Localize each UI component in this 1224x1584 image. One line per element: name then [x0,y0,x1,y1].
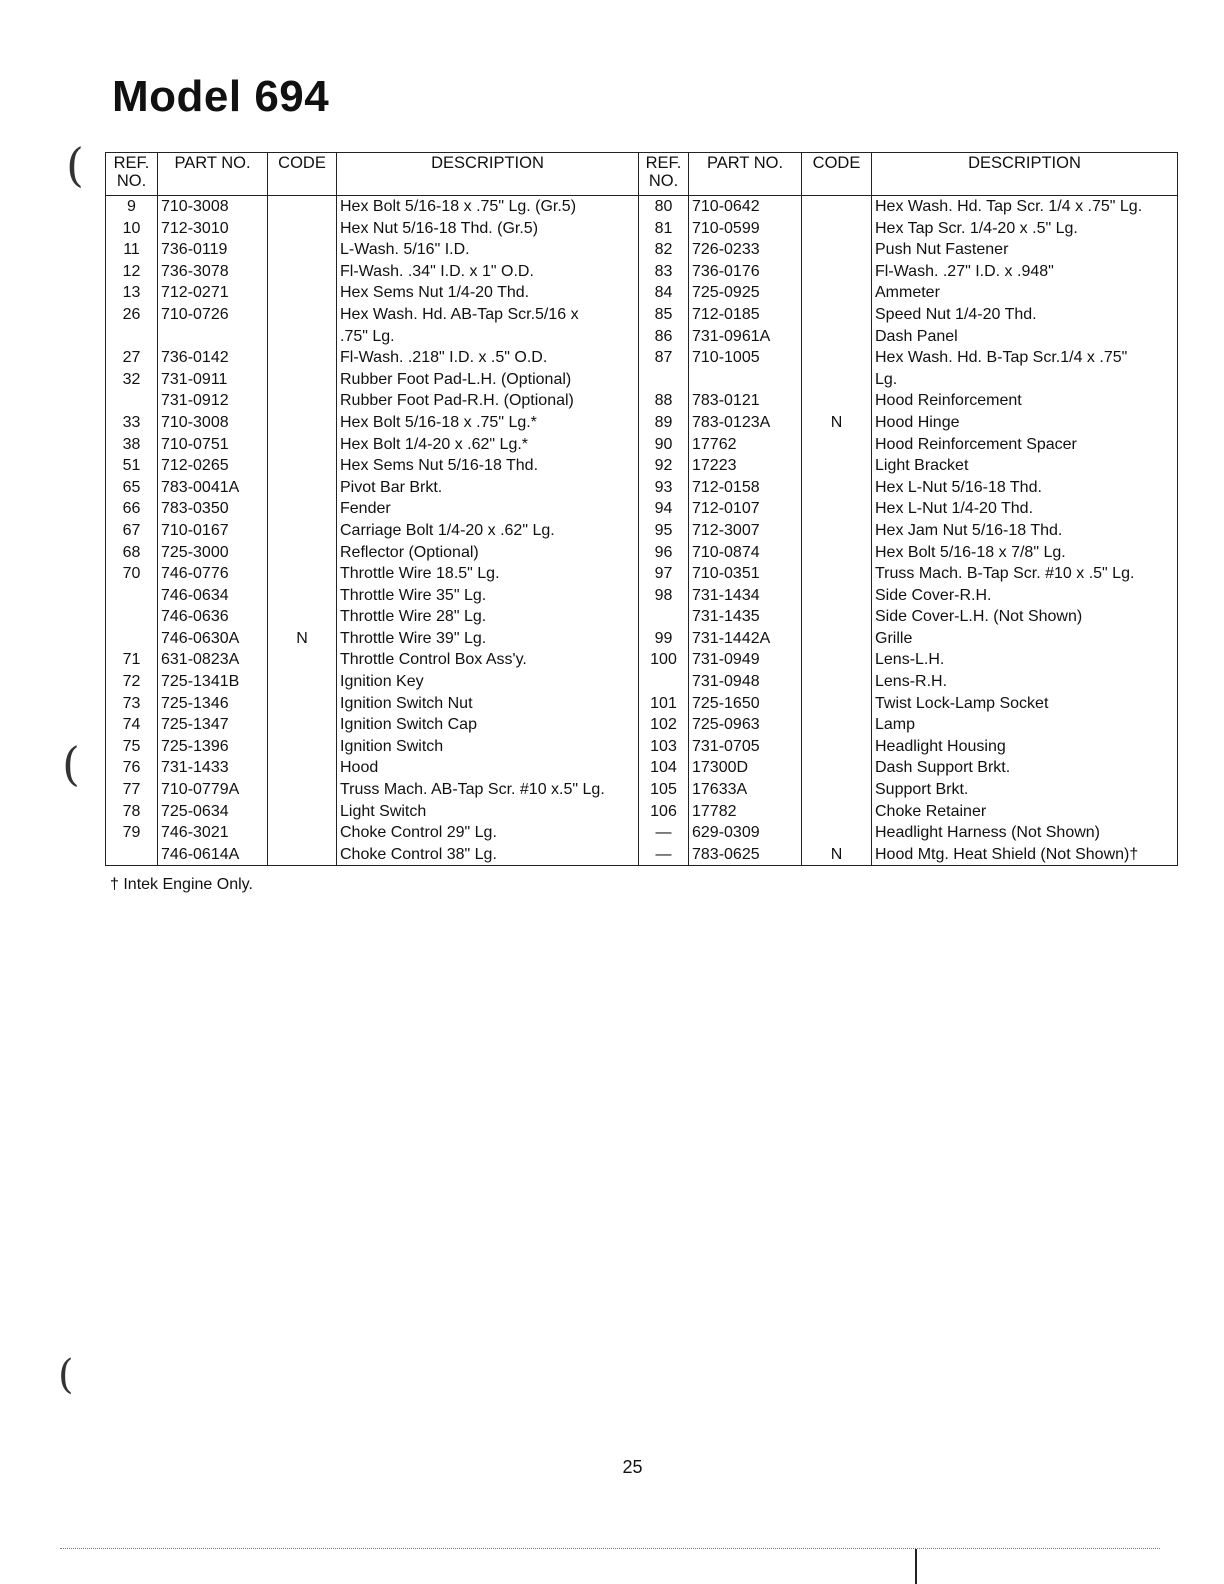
description-cell: Fl-Wash. .34" I.D. x 1" O.D. [337,261,639,283]
ref-no-cell: 65 [106,477,158,499]
part-no-cell: 710-0167 [158,520,268,542]
ref-no-cell: 32 [106,369,158,391]
description-cell: Hex Bolt 5/16-18 x 7/8" Lg. [872,542,1178,564]
part-no-cell: 629-0309 [689,822,802,844]
binding-mark: ( [66,138,84,192]
code-cell [802,218,872,240]
description-header: DESCRIPTION [872,153,1178,196]
description-cell: Rubber Foot Pad-L.H. (Optional) [337,369,639,391]
table-row [106,779,1178,801]
ref-no-cell: 10 [106,218,158,240]
part-no-cell: 631-0823A [158,649,268,671]
description-cell: Twist Lock-Lamp Socket [872,693,1178,715]
ref-no-cell [106,585,158,607]
ref-no-cell: 71 [106,649,158,671]
description-cell: Throttle Wire 18.5" Lg. [337,563,639,585]
footnote: † Intek Engine Only. [110,876,253,893]
code-cell [802,779,872,801]
part-no-cell: 731-1433 [158,757,268,779]
part-no-cell: 725-1396 [158,736,268,758]
part-no-cell: 725-1650 [689,693,802,715]
ref-no-cell: 102 [639,714,689,736]
code-cell [802,714,872,736]
ref-no-cell: 79 [106,822,158,844]
ref-no-cell: 9 [106,196,158,218]
ref-no-cell: 95 [639,520,689,542]
part-no-cell [689,369,802,391]
code-cell [268,369,337,391]
part-no-cell: 725-0963 [689,714,802,736]
description-cell: Throttle Wire 28" Lg. [337,606,639,628]
table-row [106,736,1178,758]
ref-no-cell: 72 [106,671,158,693]
part-no-cell: 725-1347 [158,714,268,736]
table-row [106,693,1178,715]
description-cell: Grille [872,628,1178,650]
code-cell [802,585,872,607]
part-no-cell: 783-0123A [689,412,802,434]
part-no-cell: 736-0176 [689,261,802,283]
ref-no-cell: 104 [639,757,689,779]
code-cell [802,671,872,693]
description-cell: Side Cover-R.H. [872,585,1178,607]
description-cell: Hex Bolt 1/4-20 x .62" Lg.* [337,434,639,456]
part-no-cell: 710-3008 [158,412,268,434]
code-cell [268,801,337,823]
code-cell [268,542,337,564]
ref-no-cell: 70 [106,563,158,585]
code-cell [802,757,872,779]
part-no-cell: 731-0912 [158,390,268,412]
code-cell [802,434,872,456]
ref-no-cell: 66 [106,498,158,520]
table-row [106,477,1178,499]
ref-no-cell: 77 [106,779,158,801]
description-cell: Throttle Wire 35" Lg. [337,585,639,607]
ref-no-cell [106,628,158,650]
ref-no-cell: 106 [639,801,689,823]
part-no-cell: 710-0351 [689,563,802,585]
ref-no-cell: 68 [106,542,158,564]
ref-no-cell [106,606,158,628]
description-cell: Hex L-Nut 1/4-20 Thd. [872,498,1178,520]
code-cell [268,714,337,736]
ref-no-cell [106,326,158,348]
code-cell [268,455,337,477]
ref-no-cell: 76 [106,757,158,779]
description-cell: Hex Sems Nut 5/16-18 Thd. [337,455,639,477]
part-no-cell: 783-0121 [689,390,802,412]
ref-no-cell: 82 [639,239,689,261]
code-cell [802,347,872,369]
code-cell [802,239,872,261]
table-row [106,822,1178,844]
description-cell: Ignition Switch Cap [337,714,639,736]
ref-no-cell: 85 [639,304,689,326]
table-row [106,369,1178,391]
ref-no-cell: 51 [106,455,158,477]
description-cell: Hex L-Nut 5/16-18 Thd. [872,477,1178,499]
code-cell [268,563,337,585]
part-no-cell: 731-1442A [689,628,802,650]
code-cell [802,498,872,520]
ref-no-cell: 92 [639,455,689,477]
table-row [106,239,1178,261]
code-cell [802,455,872,477]
code-cell [802,196,872,218]
ref-no-header: REF. NO. [106,153,158,196]
code-cell [802,628,872,650]
description-cell: Reflector (Optional) [337,542,639,564]
part-no-cell: 783-0625 [689,844,802,866]
description-cell: Throttle Control Box Ass'y. [337,649,639,671]
part-no-cell: 710-0751 [158,434,268,456]
part-no-cell: 710-1005 [689,347,802,369]
ref-no-cell: 84 [639,282,689,304]
description-cell: Choke Control 29" Lg. [337,822,639,844]
description-cell: Side Cover-L.H. (Not Shown) [872,606,1178,628]
description-cell: Hood [337,757,639,779]
ref-no-cell [639,369,689,391]
parts-body [106,196,1178,866]
description-cell: Lens-L.H. [872,649,1178,671]
ref-no-cell: 90 [639,434,689,456]
part-no-cell: 710-0874 [689,542,802,564]
part-no-cell: 731-0911 [158,369,268,391]
code-cell [802,326,872,348]
code-cell [268,779,337,801]
code-cell [268,498,337,520]
description-cell: Lamp [872,714,1178,736]
ref-no-cell: 105 [639,779,689,801]
table-row [106,757,1178,779]
description-cell: Ignition Switch [337,736,639,758]
code-cell: N [802,412,872,434]
description-cell: Light Switch [337,801,639,823]
part-no-cell: 712-0185 [689,304,802,326]
code-cell [268,757,337,779]
part-no-cell: 746-0630A [158,628,268,650]
description-cell: Dash Panel [872,326,1178,348]
table-row [106,282,1178,304]
binding-mark: ( [58,1352,74,1398]
description-cell: Ignition Switch Nut [337,693,639,715]
description-cell: Headlight Harness (Not Shown) [872,822,1178,844]
code-cell [268,520,337,542]
ref-no-cell: 89 [639,412,689,434]
code-cell: N [268,628,337,650]
description-cell: Hex Wash. Hd. AB-Tap Scr.5/16 x [337,304,639,326]
code-cell [268,434,337,456]
code-cell [268,844,337,866]
code-cell: N [802,844,872,866]
description-cell: Choke Control 38" Lg. [337,844,639,866]
description-cell: Hex Wash. Hd. Tap Scr. 1/4 x .75" Lg. [872,196,1178,218]
code-cell [268,261,337,283]
code-cell [802,801,872,823]
ref-no-cell: 67 [106,520,158,542]
part-no-cell: 736-3078 [158,261,268,283]
code-cell [268,477,337,499]
ref-no-cell: 86 [639,326,689,348]
table-row [106,542,1178,564]
page-title: Model 694 [112,72,330,121]
part-no-cell: 17300D [689,757,802,779]
description-cell: Light Bracket [872,455,1178,477]
ref-no-cell: 83 [639,261,689,283]
ref-no-cell: 12 [106,261,158,283]
part-no-cell: 725-1346 [158,693,268,715]
code-cell [268,693,337,715]
table-row [106,520,1178,542]
table-row [106,671,1178,693]
description-cell: Hex Sems Nut 1/4-20 Thd. [337,282,639,304]
part-no-cell: 731-1435 [689,606,802,628]
code-cell [802,369,872,391]
description-cell: Hex Bolt 5/16-18 x .75" Lg.* [337,412,639,434]
table-row [106,390,1178,412]
code-cell [802,520,872,542]
description-cell: Fl-Wash. .218" I.D. x .5" O.D. [337,347,639,369]
description-cell: Truss Mach. AB-Tap Scr. #10 x.5" Lg. [337,779,639,801]
part-no-cell: 783-0041A [158,477,268,499]
description-cell: Hex Jam Nut 5/16-18 Thd. [872,520,1178,542]
part-no-cell: 712-3010 [158,218,268,240]
description-cell: L-Wash. 5/16" I.D. [337,239,639,261]
part-no-cell: 746-0634 [158,585,268,607]
code-cell [802,649,872,671]
ref-no-header: REF. NO. [639,153,689,196]
table-row [106,326,1178,348]
part-no-cell: 736-0119 [158,239,268,261]
part-no-cell: 746-0776 [158,563,268,585]
part-no-cell: 17223 [689,455,802,477]
description-cell: Hood Reinforcement [872,390,1178,412]
ref-no-cell: 87 [639,347,689,369]
table-row [106,844,1178,866]
table-row [106,606,1178,628]
code-cell [268,606,337,628]
part-no-cell: 731-0961A [689,326,802,348]
part-no-cell: 712-0107 [689,498,802,520]
ref-no-cell: 80 [639,196,689,218]
code-cell [268,822,337,844]
code-cell [268,196,337,218]
part-no-cell: 712-0271 [158,282,268,304]
code-cell [802,693,872,715]
part-no-cell: 731-1434 [689,585,802,607]
code-cell [802,542,872,564]
code-cell [268,585,337,607]
description-cell: Hex Tap Scr. 1/4-20 x .5" Lg. [872,218,1178,240]
description-cell: Hood Mtg. Heat Shield (Not Shown)† [872,844,1178,866]
part-no-cell: 736-0142 [158,347,268,369]
ref-no-cell [639,671,689,693]
description-cell: Hex Nut 5/16-18 Thd. (Gr.5) [337,218,639,240]
ref-no-cell [106,390,158,412]
code-cell [268,649,337,671]
table-row [106,585,1178,607]
code-cell [268,390,337,412]
table-row [106,714,1178,736]
bottom-rule [60,1548,1160,1549]
description-cell: Hood Reinforcement Spacer [872,434,1178,456]
description-cell: Ignition Key [337,671,639,693]
code-cell [268,412,337,434]
code-header: CODE [802,153,872,196]
code-cell [268,304,337,326]
description-cell: Fender [337,498,639,520]
code-cell [268,736,337,758]
description-cell: Support Brkt. [872,779,1178,801]
part-no-cell: 746-0614A [158,844,268,866]
parts-table [105,152,1178,866]
description-cell: Throttle Wire 39" Lg. [337,628,639,650]
part-no-cell: 17782 [689,801,802,823]
ref-no-cell: — [639,822,689,844]
ref-no-cell [639,606,689,628]
description-cell: Hex Bolt 5/16-18 x .75" Lg. (Gr.5) [337,196,639,218]
table-row [106,434,1178,456]
ref-no-cell: 88 [639,390,689,412]
ref-no-cell: 26 [106,304,158,326]
part-no-cell: 746-0636 [158,606,268,628]
table-row [106,628,1178,650]
page-number: 25 [622,1457,643,1477]
code-cell [268,347,337,369]
code-cell [802,606,872,628]
part-no-cell: 17762 [689,434,802,456]
part-no-cell: 710-0599 [689,218,802,240]
code-cell [268,326,337,348]
description-cell: Speed Nut 1/4-20 Thd. [872,304,1178,326]
description-cell: Lens-R.H. [872,671,1178,693]
part-no-cell: 725-1341B [158,671,268,693]
ref-no-cell: 13 [106,282,158,304]
part-no-cell: 710-0779A [158,779,268,801]
table-row [106,347,1178,369]
table-header [106,153,1178,196]
ref-no-cell: 73 [106,693,158,715]
ref-no-cell: 98 [639,585,689,607]
description-cell: Rubber Foot Pad-R.H. (Optional) [337,390,639,412]
code-cell [802,261,872,283]
ref-no-cell: 11 [106,239,158,261]
table-row [106,563,1178,585]
part-no-cell: 731-0705 [689,736,802,758]
description-cell: Pivot Bar Brkt. [337,477,639,499]
part-no-cell [158,326,268,348]
code-cell [802,736,872,758]
table-row [106,261,1178,283]
code-cell [802,304,872,326]
part-no-cell: 726-0233 [689,239,802,261]
part-no-cell: 712-3007 [689,520,802,542]
description-cell: Hex Wash. Hd. B-Tap Scr.1/4 x .75" [872,347,1178,369]
table-row [106,412,1178,434]
table-row [106,801,1178,823]
code-cell [802,282,872,304]
ref-no-cell: 78 [106,801,158,823]
ref-no-cell: 27 [106,347,158,369]
part-no-cell: 710-0726 [158,304,268,326]
table-row [106,196,1178,218]
ref-no-cell: 75 [106,736,158,758]
ref-no-cell: 99 [639,628,689,650]
part-no-cell: 725-0634 [158,801,268,823]
part-no-cell: 731-0949 [689,649,802,671]
description-cell: Carriage Bolt 1/4-20 x .62" Lg. [337,520,639,542]
table-row [106,649,1178,671]
ref-no-cell: 38 [106,434,158,456]
description-cell: Fl-Wash. .27" I.D. x .948" [872,261,1178,283]
ref-no-cell: 93 [639,477,689,499]
ref-no-cell: 81 [639,218,689,240]
code-cell [268,218,337,240]
ref-no-cell: 97 [639,563,689,585]
ref-no-cell: 100 [639,649,689,671]
part-no-cell: 17633A [689,779,802,801]
code-cell [268,239,337,261]
part-no-cell: 710-0642 [689,196,802,218]
ref-no-cell: 94 [639,498,689,520]
description-cell: Dash Support Brkt. [872,757,1178,779]
description-header: DESCRIPTION [337,153,639,196]
part-no-cell: 731-0948 [689,671,802,693]
part-no-cell: 725-0925 [689,282,802,304]
part-no-cell: 712-0265 [158,455,268,477]
description-cell: Lg. [872,369,1178,391]
code-cell [802,822,872,844]
part-no-cell: 712-0158 [689,477,802,499]
part-no-cell: 710-3008 [158,196,268,218]
part-no-cell: 746-3021 [158,822,268,844]
code-cell [802,563,872,585]
ref-no-cell: — [639,844,689,866]
part-no-cell: 725-3000 [158,542,268,564]
table-row [106,304,1178,326]
description-cell: Ammeter [872,282,1178,304]
ref-no-cell: 101 [639,693,689,715]
description-cell: Choke Retainer [872,801,1178,823]
code-cell [268,671,337,693]
description-cell: Hood Hinge [872,412,1178,434]
ref-no-cell: 96 [639,542,689,564]
part-no-header: PART NO. [689,153,802,196]
ref-no-cell: 74 [106,714,158,736]
description-cell: .75" Lg. [337,326,639,348]
ref-no-cell [106,844,158,866]
description-cell: Truss Mach. B-Tap Scr. #10 x .5" Lg. [872,563,1178,585]
code-cell [802,390,872,412]
part-no-cell: 783-0350 [158,498,268,520]
code-cell [268,282,337,304]
description-cell: Headlight Housing [872,736,1178,758]
description-cell: Push Nut Fastener [872,239,1178,261]
table-row [106,498,1178,520]
code-header: CODE [268,153,337,196]
ref-no-cell: 103 [639,736,689,758]
table-row [106,218,1178,240]
part-no-header: PART NO. [158,153,268,196]
binding-mark: ( [62,737,80,791]
bottom-tick [915,1549,917,1584]
code-cell [802,477,872,499]
ref-no-cell: 33 [106,412,158,434]
table-row [106,455,1178,477]
